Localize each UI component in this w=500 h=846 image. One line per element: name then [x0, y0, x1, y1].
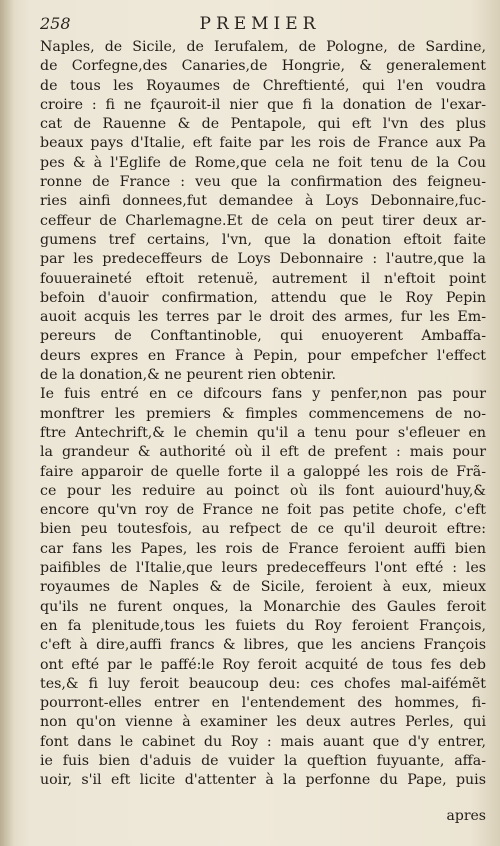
text-line: ries ainfi donnees,fut demandee à Loys Debonnaire,fuc-	[40, 193, 486, 210]
text-line: ronne de France : veu que la confirmation des feigneu-	[40, 174, 486, 191]
text-line: paifibles de l'Italie,que leurs predeceffeurs l'ont efté : les	[40, 560, 486, 577]
text-line: car fans les Papes, les rois de France feroient auffi bien	[40, 540, 486, 557]
text-line: tes,& fi luy feroit beaucoup deu: ces chofes mal-aifémẽt	[40, 675, 486, 692]
text-line: cat de Rauenne & de Pentapole, qui eft l'vn des plus	[40, 116, 486, 133]
text-line: auoit acquis les terres par le droit des armes, fur les Em-	[40, 309, 486, 326]
paragraph-2	[40, 385, 486, 790]
text-line: gumens tref certains, l'vn, que la donation eftoit faite	[40, 231, 486, 248]
text-line: bien peu toutesfois, au refpect de ce qu'il deuroit eftre:	[40, 521, 486, 538]
text-line: ceffeur de Charlemagne.Et de cela on peut tirer deux ar-	[40, 212, 486, 229]
text-line: pourront-elles entrer en l'entendement des hommes, fi-	[40, 695, 486, 712]
text-line: Naples, de Sicile, de Ierufalem, de Pologne, de Sardine,	[40, 39, 486, 55]
text-line: font dans le cabinet du Roy : mais auant que d'y entrer,	[40, 733, 486, 750]
text-line: ce pour les reduire au poinct où ils font auiourd'huy,&	[40, 482, 486, 499]
text-line: uoir, s'il eft licite d'attenter à la perfonne du Pape, puis	[40, 772, 486, 789]
text-line: beaux pays d'Italie, eft faite par les rois de France aux Pa	[40, 135, 486, 152]
body-text	[40, 38, 486, 791]
page-header	[40, 14, 480, 36]
text-line: fouueraineté eftoit retenuë, autrement il n'eftoit point	[40, 270, 486, 287]
page-number: 258	[40, 14, 71, 33]
text-line: Ie fuis entré en ce difcours fans y penfer,non pas pour	[40, 386, 486, 403]
text-line: par les predeceffeurs de Loys Debonnaire : l'autre,que la	[40, 251, 486, 268]
running-title: PREMIER	[199, 14, 321, 34]
text-line: pereurs de Conftantinoble, qui enuoyerent Ambaffa-	[40, 328, 486, 345]
text-line: non qu'on vienne à examiner les deux autres Perles, qui	[40, 714, 486, 731]
text-line: ie fuis bien d'aduis de vuider la queftion fuyuante, affa-	[40, 752, 486, 769]
text-line: faire apparoir de quelle forte il a galoppé les rois de Frã-	[40, 463, 486, 480]
catchword: apres	[446, 808, 486, 824]
text-line: de la donation,& ne peurent rien obtenir.	[40, 367, 336, 384]
text-line: encore qu'vn roy de France ne foit pas petite chofe, c'eft	[40, 502, 486, 519]
text-line: croire : fi ne fçauroit-il nier que fi la donation de l'exar-	[40, 96, 486, 113]
text-line: royaumes de Naples & de Sicile, feroient à eux, mieux	[40, 579, 486, 596]
binding-gutter	[0, 0, 14, 846]
text-line: la grandeur & authorité où il eft de prefent : mais pour	[40, 444, 486, 461]
text-line: ont efté par le paffé:le Roy feroit acquité de tous fes deb	[40, 656, 486, 673]
text-line: monftrer les premiers & fimples commencemens de no-	[40, 405, 486, 422]
text-line: pes & à l'Eglife de Rome,que cela ne foit tenu de la Cou	[40, 154, 486, 171]
text-line: c'eft à dire,auffi francs & libres, que les anciens François	[40, 637, 486, 654]
text-line: befoin d'auoir confirmation, attendu que le Roy Pepin	[40, 289, 486, 306]
text-line: de tous les Royaumes de Chreftienté, qui l'en voudra	[40, 77, 486, 94]
text-line: en fa plenitude,tous les fuiets du Roy feroient François,	[40, 617, 486, 634]
paragraph-1	[40, 38, 486, 385]
text-line: deurs expres en France à Pepin, pour empefcher l'effect	[40, 347, 486, 364]
text-line: ftre Antechrift,& le chemin qu'il a tenu pour s'efleuer en	[40, 424, 486, 441]
text-line: qu'ils ne furent onques, la Monarchie des Gaules feroit	[40, 598, 486, 615]
text-line: de Corfegne,des Canaries,de Hongrie, & generalement	[40, 58, 486, 75]
